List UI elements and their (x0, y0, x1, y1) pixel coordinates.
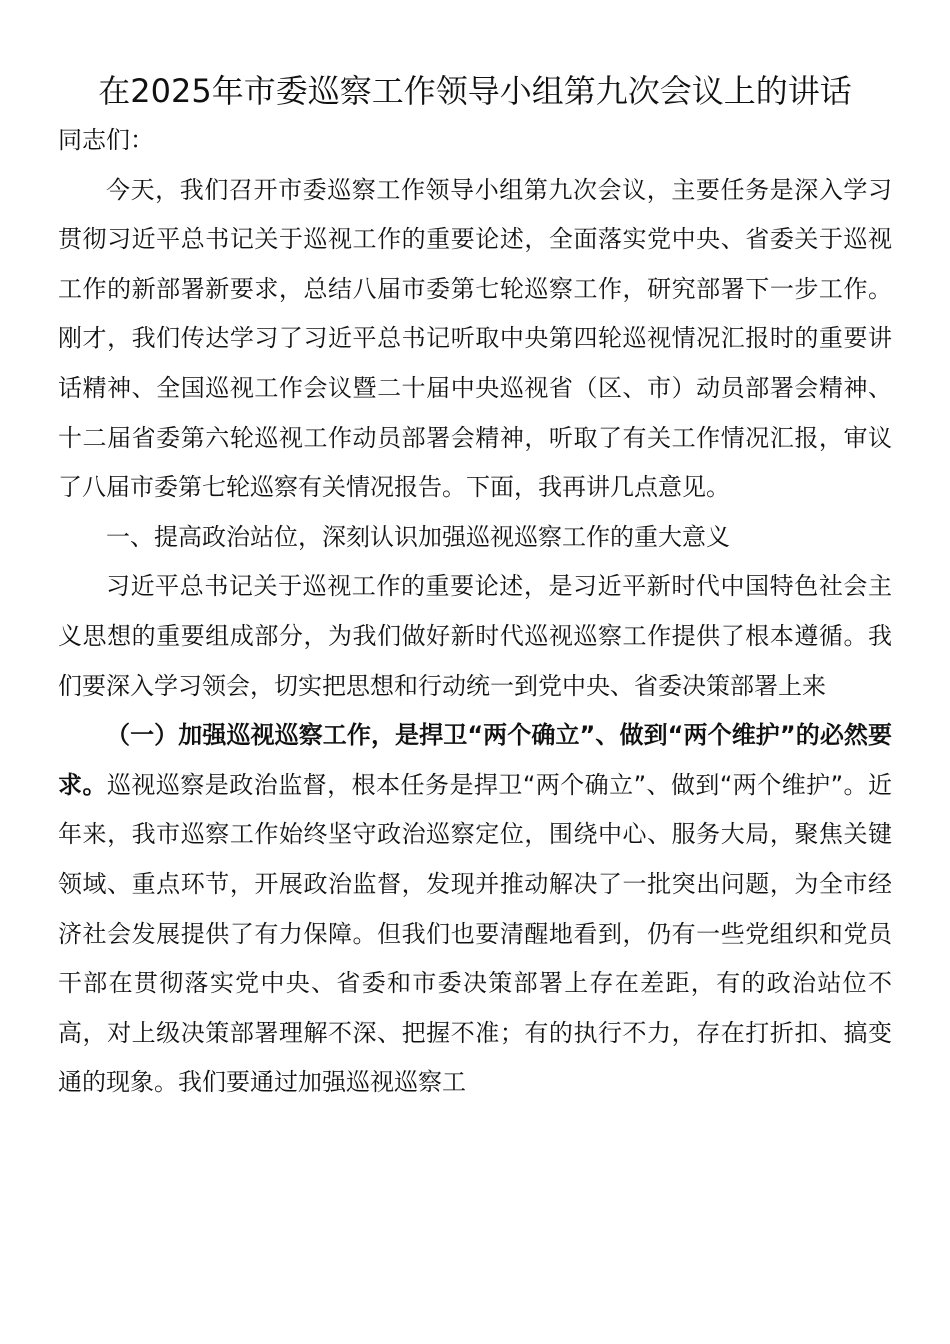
point-one-heading: （一）加强巡视巡察工作，是捍卫“两个确立”、做到“两个维护”的必然要求。 (58, 721, 892, 799)
opening-paragraph: 今天，我们召开市委巡察工作领导小组第九次会议，主要任务是深入学习贯彻习近平总书记关于巡视工作的重要论述，全面落实党中央、省委关于巡视工作的新部署新要求，总结八届市委第七轮巡察工作，研究部署下一步工作。刚才，我们传达学习了习近平总书记听取中央第四轮巡视情况汇报时的重要讲话精神、全国巡视工作会议暨二十届中央巡视省（区、市）动员部署会精神、十二届省委第六轮巡视工作动员部署会精神，听取了有关工作情况汇报，审议了八届市委第七轮巡察有关情况报告。下面，我再讲几点意见。 (58, 175, 892, 502)
document-body (58, 116, 892, 1108)
salutation: 同志们： (58, 126, 154, 154)
section-intro-paragraph: 习近平总书记关于巡视工作的重要论述，是习近平新时代中国特色社会主义思想的重要组成部分，为我们做好新时代巡视巡察工作提供了根本遵循。我们要深入学习领会，切实把思想和行动统一到党中央、省委决策部署上来 (58, 572, 892, 700)
point-one-paragraph (58, 711, 892, 1108)
point-one-text: 巡视巡察是政治监督，根本任务是捍卫“两个确立”、做到“两个维护”。近年来，我市巡察工作始终坚守政治巡察定位，围绕中心、服务大局，聚焦关键领域、重点环节，开展政治监督，发现并推动解决了一批突出问题，为全市经济社会发展提供了有力保障。但我们也要清醒地看到，仍有一些党组织和党员干部在贯彻落实党中央、省委和市委决策部署上存在差距，有的政治站位不高，对上级决策部署理解不深、把握不准；有的执行不力，存在打折扣、搞变通的现象。我们要通过加强巡视巡察工 (58, 770, 893, 1097)
document-title: 在2025年市委巡察工作领导小组第九次会议上的讲话 (98, 72, 852, 110)
document-page (58, 66, 892, 1108)
section-heading: 一、提高政治站位，深刻认识加强巡视巡察工作的重大意义 (106, 522, 730, 551)
